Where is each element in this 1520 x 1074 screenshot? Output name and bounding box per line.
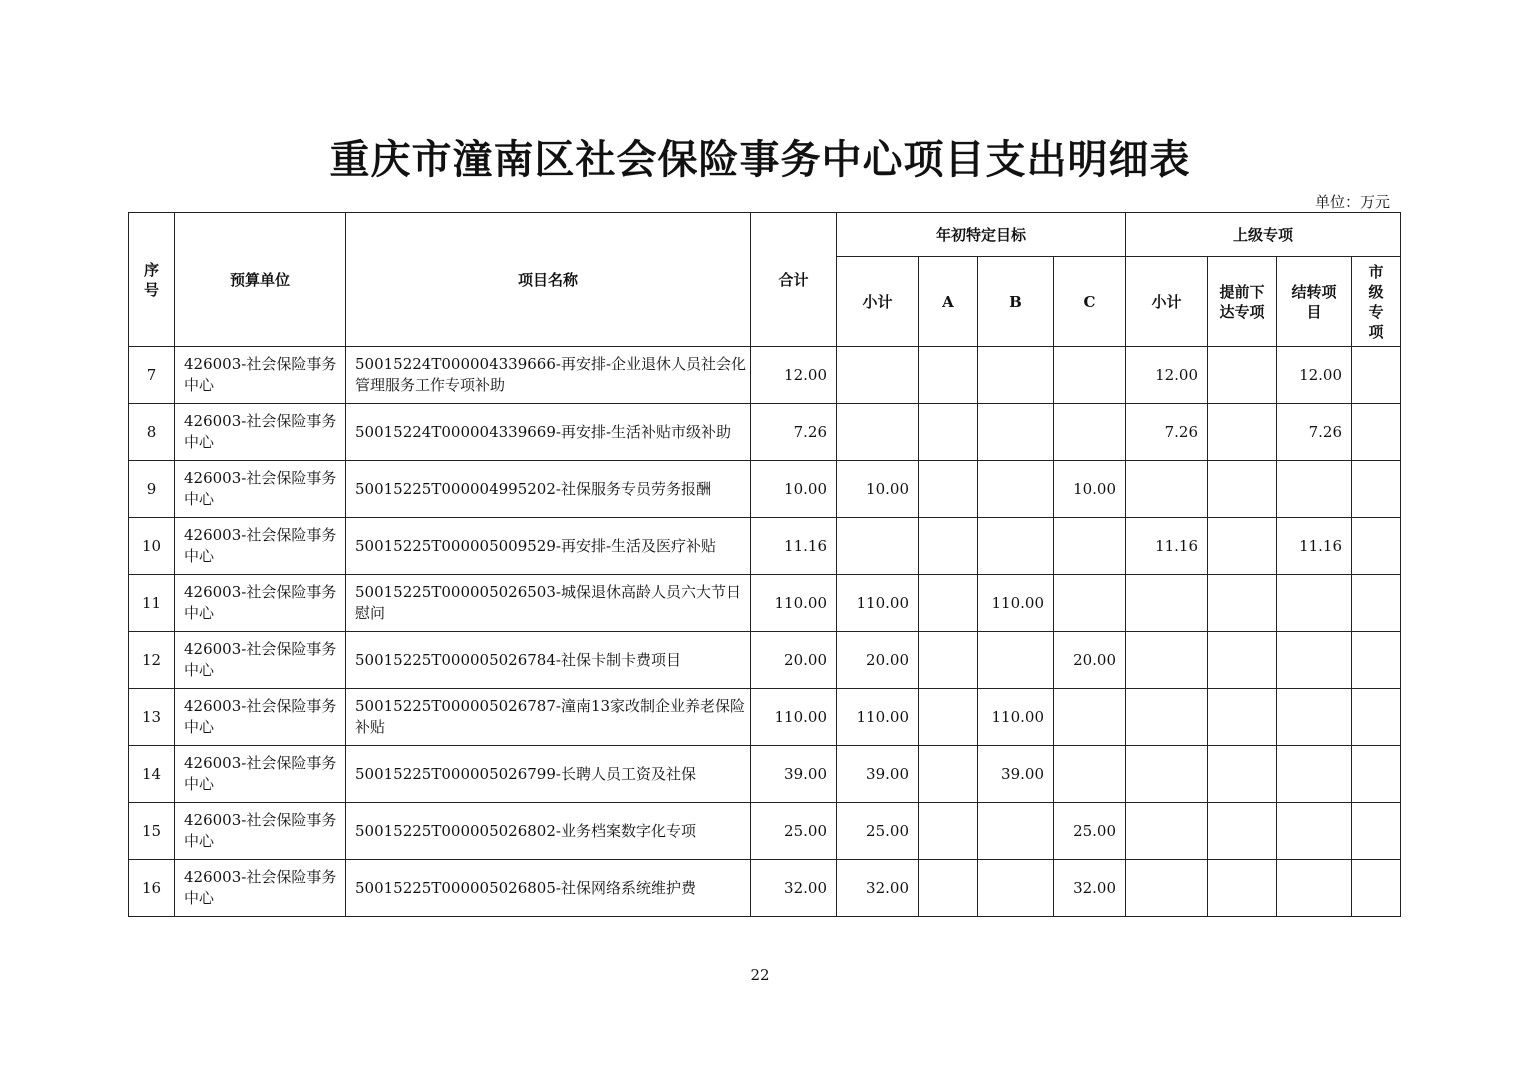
cell-advance-special [1208, 461, 1277, 518]
table-row [129, 518, 1401, 575]
cell-carryover [1277, 632, 1352, 689]
cell-carryover: 7.26 [1277, 404, 1352, 461]
cell-total: 32.00 [751, 860, 837, 917]
cell-annual-c [1054, 746, 1126, 803]
cell-annual-subtotal [837, 347, 919, 404]
cell-total: 10.00 [751, 461, 837, 518]
cell-budget-unit: 426003-社会保险事务中心 [175, 347, 346, 404]
table-row [129, 347, 1401, 404]
header-budget-unit: 预算单位 [175, 213, 346, 347]
cell-annual-c [1054, 689, 1126, 746]
cell-budget-unit: 426003-社会保险事务中心 [175, 803, 346, 860]
cell-annual-c: 25.00 [1054, 803, 1126, 860]
cell-seq: 15 [129, 803, 175, 860]
cell-superior-subtotal [1126, 746, 1208, 803]
cell-seq: 7 [129, 347, 175, 404]
cell-seq: 8 [129, 404, 175, 461]
header-annual-targets: 年初特定目标 [837, 213, 1126, 257]
cell-project-name: 50015225T000005026802-业务档案数字化专项 [346, 803, 751, 860]
cell-carryover [1277, 461, 1352, 518]
cell-annual-b: 110.00 [978, 575, 1054, 632]
cell-annual-subtotal: 20.00 [837, 632, 919, 689]
cell-annual-subtotal [837, 404, 919, 461]
cell-annual-c [1054, 347, 1126, 404]
cell-annual-c: 32.00 [1054, 860, 1126, 917]
page-title: 重庆市潼南区社会保险事务中心项目支出明细表 [329, 136, 1191, 183]
table-row [129, 803, 1401, 860]
cell-annual-b [978, 461, 1054, 518]
cell-seq: 9 [129, 461, 175, 518]
expenditure-table [128, 212, 1401, 917]
cell-budget-unit: 426003-社会保险事务中心 [175, 518, 346, 575]
cell-seq: 16 [129, 860, 175, 917]
cell-municipal-special [1352, 746, 1401, 803]
cell-annual-subtotal: 110.00 [837, 689, 919, 746]
cell-annual-subtotal: 110.00 [837, 575, 919, 632]
table-row [129, 461, 1401, 518]
cell-total: 11.16 [751, 518, 837, 575]
cell-seq: 12 [129, 632, 175, 689]
header-superior-special: 上级专项 [1126, 213, 1401, 257]
cell-carryover: 11.16 [1277, 518, 1352, 575]
table-row [129, 860, 1401, 917]
cell-seq: 14 [129, 746, 175, 803]
cell-advance-special [1208, 575, 1277, 632]
header-advance-special: 提前下达专项 [1208, 257, 1277, 347]
cell-superior-subtotal [1126, 803, 1208, 860]
cell-annual-subtotal: 39.00 [837, 746, 919, 803]
cell-superior-subtotal [1126, 860, 1208, 917]
header-annual-subtotal: 小计 [837, 257, 919, 347]
cell-budget-unit: 426003-社会保险事务中心 [175, 575, 346, 632]
cell-annual-a [919, 518, 978, 575]
cell-annual-a [919, 404, 978, 461]
table-row [129, 632, 1401, 689]
cell-municipal-special [1352, 632, 1401, 689]
header-carryover: 结转项目 [1277, 257, 1352, 347]
cell-budget-unit: 426003-社会保险事务中心 [175, 689, 346, 746]
cell-advance-special [1208, 746, 1277, 803]
cell-superior-subtotal: 7.26 [1126, 404, 1208, 461]
cell-advance-special [1208, 404, 1277, 461]
cell-project-name: 50015225T000005026805-社保网络系统维护费 [346, 860, 751, 917]
cell-annual-c: 20.00 [1054, 632, 1126, 689]
cell-carryover [1277, 860, 1352, 917]
table-row [129, 746, 1401, 803]
cell-budget-unit: 426003-社会保险事务中心 [175, 860, 346, 917]
cell-advance-special [1208, 632, 1277, 689]
cell-superior-subtotal [1126, 461, 1208, 518]
cell-total: 20.00 [751, 632, 837, 689]
header-superior-subtotal: 小计 [1126, 257, 1208, 347]
cell-project-name: 50015225T000005026787-潼南13家改制企业养老保险补贴 [346, 689, 751, 746]
cell-project-name: 50015225T000004995202-社保服务专员劳务报酬 [346, 461, 751, 518]
cell-carryover: 12.00 [1277, 347, 1352, 404]
cell-advance-special [1208, 518, 1277, 575]
cell-total: 110.00 [751, 689, 837, 746]
cell-municipal-special [1352, 518, 1401, 575]
cell-project-name: 50015225T000005026784-社保卡制卡费项目 [346, 632, 751, 689]
cell-project-name: 50015225T000005026799-长聘人员工资及社保 [346, 746, 751, 803]
header-seq: 序号 [129, 213, 175, 347]
cell-annual-subtotal: 25.00 [837, 803, 919, 860]
cell-superior-subtotal [1126, 575, 1208, 632]
cell-annual-a [919, 632, 978, 689]
cell-annual-subtotal [837, 518, 919, 575]
cell-annual-a [919, 575, 978, 632]
cell-annual-c [1054, 404, 1126, 461]
cell-annual-subtotal: 10.00 [837, 461, 919, 518]
cell-annual-b [978, 518, 1054, 575]
cell-annual-b [978, 860, 1054, 917]
cell-annual-a [919, 860, 978, 917]
cell-annual-b [978, 404, 1054, 461]
cell-municipal-special [1352, 575, 1401, 632]
cell-annual-b [978, 347, 1054, 404]
cell-annual-c: 10.00 [1054, 461, 1126, 518]
cell-seq: 13 [129, 689, 175, 746]
cell-seq: 10 [129, 518, 175, 575]
cell-carryover [1277, 803, 1352, 860]
cell-budget-unit: 426003-社会保险事务中心 [175, 632, 346, 689]
cell-annual-b [978, 632, 1054, 689]
header-annual-b: B [978, 257, 1054, 347]
cell-superior-subtotal [1126, 689, 1208, 746]
cell-annual-subtotal: 32.00 [837, 860, 919, 917]
unit-label: 单位：万元 [1314, 193, 1390, 211]
header-project-name: 项目名称 [346, 213, 751, 347]
header-total: 合计 [751, 213, 837, 347]
cell-annual-c [1054, 518, 1126, 575]
cell-superior-subtotal: 12.00 [1126, 347, 1208, 404]
cell-project-name: 50015225T000005009529-再安排-生活及医疗补贴 [346, 518, 751, 575]
page-number: 22 [750, 966, 770, 984]
cell-annual-a [919, 461, 978, 518]
table-row [129, 404, 1401, 461]
cell-annual-b [978, 803, 1054, 860]
cell-carryover [1277, 689, 1352, 746]
cell-municipal-special [1352, 461, 1401, 518]
cell-municipal-special [1352, 689, 1401, 746]
header-annual-a: A [919, 257, 978, 347]
header-municipal-special: 市级专项 [1352, 257, 1401, 347]
cell-total: 25.00 [751, 803, 837, 860]
header-annual-c: C [1054, 257, 1126, 347]
cell-project-name: 50015224T000004339666-再安排-企业退休人员社会化管理服务工作专项补助 [346, 347, 751, 404]
cell-total: 39.00 [751, 746, 837, 803]
cell-annual-a [919, 746, 978, 803]
cell-annual-a [919, 803, 978, 860]
cell-total: 110.00 [751, 575, 837, 632]
table-row [129, 689, 1401, 746]
cell-project-name: 50015224T000004339669-再安排-生活补贴市级补助 [346, 404, 751, 461]
cell-advance-special [1208, 689, 1277, 746]
table-row [129, 575, 1401, 632]
cell-total: 12.00 [751, 347, 837, 404]
cell-seq: 11 [129, 575, 175, 632]
cell-annual-b: 39.00 [978, 746, 1054, 803]
cell-municipal-special [1352, 347, 1401, 404]
cell-total: 7.26 [751, 404, 837, 461]
cell-superior-subtotal: 11.16 [1126, 518, 1208, 575]
cell-project-name: 50015225T000005026503-城保退休高龄人员六大节日慰问 [346, 575, 751, 632]
cell-annual-a [919, 347, 978, 404]
cell-annual-b: 110.00 [978, 689, 1054, 746]
cell-municipal-special [1352, 404, 1401, 461]
cell-budget-unit: 426003-社会保险事务中心 [175, 461, 346, 518]
cell-budget-unit: 426003-社会保险事务中心 [175, 746, 346, 803]
cell-municipal-special [1352, 860, 1401, 917]
cell-annual-c [1054, 575, 1126, 632]
cell-annual-a [919, 689, 978, 746]
cell-municipal-special [1352, 803, 1401, 860]
cell-advance-special [1208, 803, 1277, 860]
cell-advance-special [1208, 860, 1277, 917]
cell-superior-subtotal [1126, 632, 1208, 689]
cell-budget-unit: 426003-社会保险事务中心 [175, 404, 346, 461]
cell-advance-special [1208, 347, 1277, 404]
cell-carryover [1277, 575, 1352, 632]
cell-carryover [1277, 746, 1352, 803]
